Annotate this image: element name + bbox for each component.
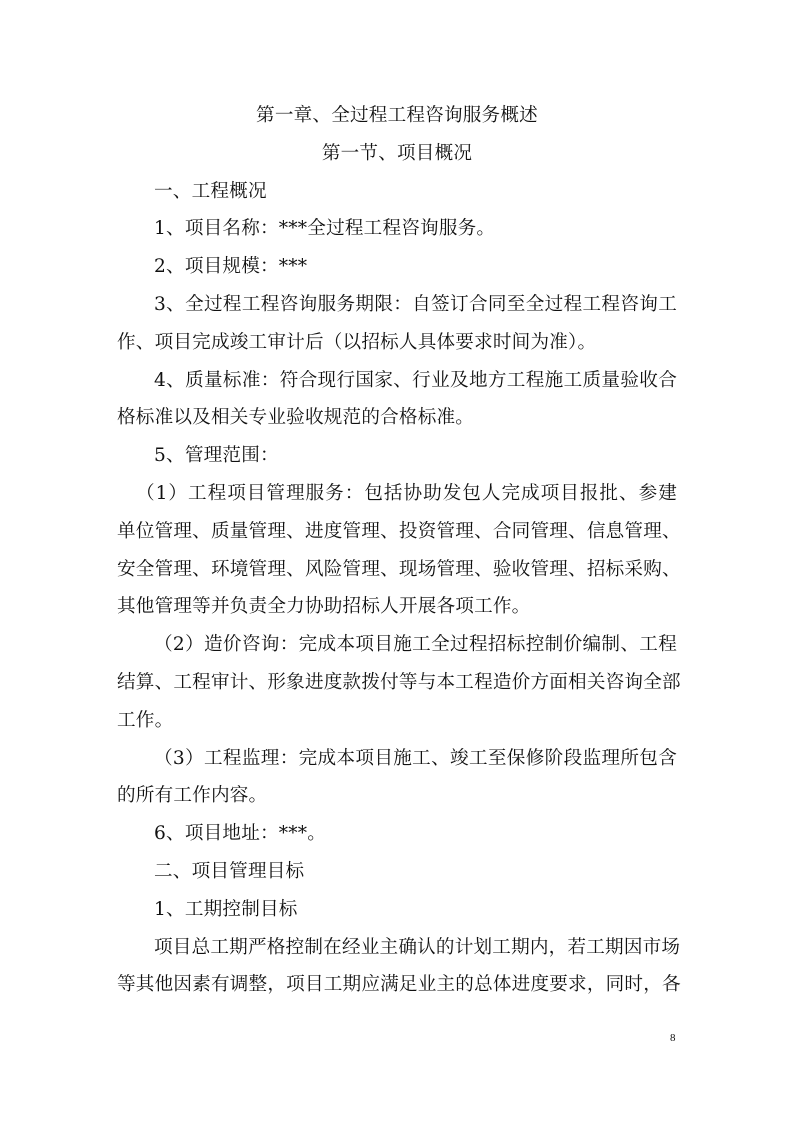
chapter-title: 第一章、全过程工程咨询服务概述 [256, 105, 538, 126]
heading-management-goals: 二、项目管理目标 [154, 860, 305, 882]
item-service-period-line2: 作、项目完成竣工审计后（以招标人具体要求时间为准）。 [117, 331, 597, 353]
sub-item-project-management-line2: 单位管理、质量管理、进度管理、投资管理、合同管理、信息管理、 [117, 520, 681, 542]
sub-item-project-management-line4: 其他管理等并负责全力协助招标人开展各项工作。 [117, 596, 531, 618]
sub-item-supervision-line2: 的所有工作内容。 [117, 785, 268, 807]
section-title: 第一节、项目概况 [321, 142, 473, 164]
document-page [117, 97, 681, 1004]
sub-item-cost-consulting-line3: 工作。 [117, 709, 174, 731]
item-project-scale: 2、项目规模：*** [154, 256, 308, 278]
sub-item-project-management-line3: 安全管理、环境管理、风险管理、现场管理、验收管理、招标采购、 [117, 558, 681, 580]
sub-item-supervision-line1: （3）工程监理：完成本项目施工、竣工至保修阶段监理所包含 [154, 747, 677, 769]
item-quality-standard-line2: 格标准以及相关专业验收规范的合格标准。 [117, 407, 475, 429]
sub-item-cost-consulting-line1: （2）造价咨询：完成本项目施工全过程招标控制价编制、工程 [154, 634, 677, 656]
item-management-scope: 5、管理范围： [154, 445, 279, 467]
sub-item-cost-consulting-line2: 结算、工程审计、形象进度款拨付等与本工程造价方面相关咨询全部 [117, 671, 681, 693]
item-project-address: 6、项目地址：***。 [154, 823, 327, 845]
item-project-name: 1、项目名称：***全过程工程咨询服务。 [154, 218, 496, 240]
goal-schedule-paragraph-line1: 项目总工期严格控制在经业主确认的计划工期内，若工期因市场 [154, 936, 681, 958]
goal-schedule-control: 1、工期控制目标 [154, 898, 298, 920]
item-service-period-line1: 3、全过程工程咨询服务期限：自签订合同至全过程工程咨询工 [154, 293, 677, 315]
item-quality-standard-line1: 4、质量标准：符合现行国家、行业及地方工程施工质量验收合 [154, 369, 677, 391]
sub-item-project-management-line1: （1）工程项目管理服务：包括协助发包人完成项目报批、参建 [136, 482, 677, 504]
heading-overview: 一、工程概况 [154, 180, 267, 202]
page-number: 8 [670, 1032, 676, 1044]
goal-schedule-paragraph-line2: 等其他因素有调整，项目工期应满足业主的总体进度要求，同时，各 [117, 974, 681, 996]
